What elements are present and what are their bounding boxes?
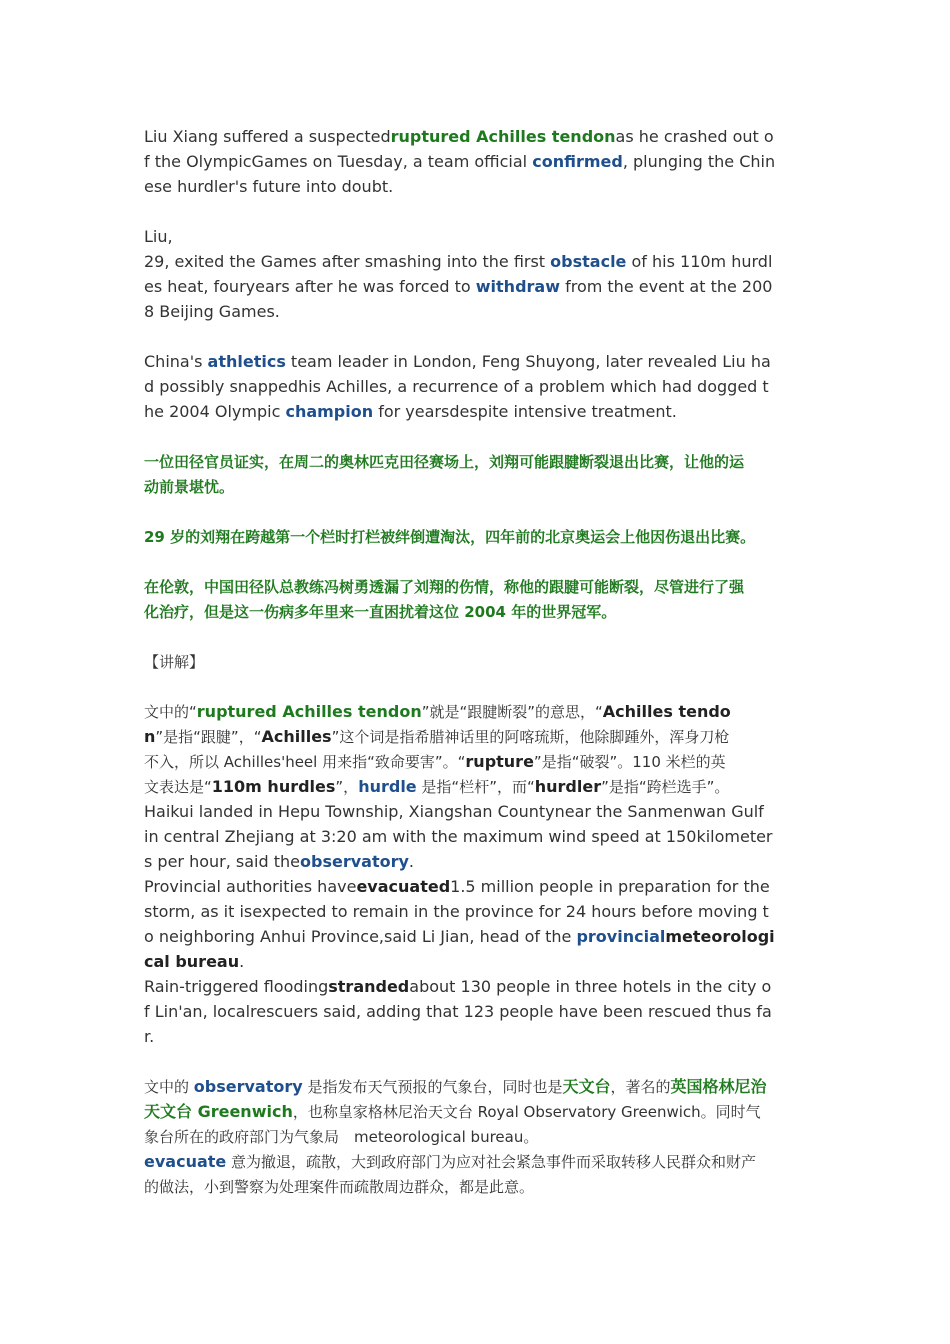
text-run: Provincial authorities have <box>144 877 357 896</box>
text-run: as he crashed out o <box>615 127 774 146</box>
text-run: f the OlympicGames on Tuesday, a team official <box>144 152 533 171</box>
text-line <box>144 174 810 199</box>
text-line <box>144 924 810 949</box>
text-run: d possibly snappedhis Achilles, a recurrence of a problem which had dogged t <box>144 377 769 396</box>
text-line <box>144 749 810 774</box>
chinese-text: ”是指“跟腱”，“ <box>155 728 262 746</box>
text-run: in central Zhejiang at 3:20 am with the maximum wind speed at 150kilometer <box>144 827 773 846</box>
text-line <box>144 1074 810 1099</box>
highlight-blue: evacuate <box>144 1152 227 1171</box>
chinese-text: 不入，所以 Achilles'heel 用来指“致命要害”。“ <box>144 753 466 771</box>
paragraph-gap <box>144 624 810 649</box>
bold-term: meteorologi <box>665 927 775 946</box>
chinese-text: 文表达是“ <box>144 778 212 796</box>
paragraph-gap <box>144 549 810 574</box>
highlight-blue: champion <box>285 402 374 421</box>
text-line <box>144 524 810 549</box>
bold-term: n <box>144 727 156 746</box>
bold-term: stranded <box>328 977 410 996</box>
text-run: for yearsdespite intensive treatment. <box>373 402 677 421</box>
highlight-blue: obstacle <box>550 252 627 271</box>
text-line <box>144 249 810 274</box>
chinese-text: ”就是“跟腱断裂”的意思，“ <box>421 703 603 721</box>
highlight-blue: withdraw <box>475 277 560 296</box>
chinese-highlight: 一位田径官员证实，在周二的奥林匹克田径赛场上，刘翔可能跟腱断裂退出比赛，让他的运 <box>144 453 745 471</box>
text-line <box>144 1124 810 1149</box>
text-run: s per hour, said the <box>144 852 300 871</box>
text-run: . <box>408 852 414 871</box>
text-line <box>144 974 810 999</box>
bold-term: hurdler <box>534 777 602 796</box>
chinese-text: 意为撤退，疏散，大到政府部门为应对社会紧急事件而采取转移人民群众和财产 <box>226 1153 757 1171</box>
text-line <box>144 824 810 849</box>
text-line <box>144 949 810 974</box>
text-line <box>144 274 810 299</box>
text-run: about 130 people in three hotels in the city o <box>409 977 772 996</box>
chinese-text: 文中的“ <box>144 703 197 721</box>
highlight-green: 英国格林尼治 <box>670 1077 767 1096</box>
text-line <box>144 899 810 924</box>
bold-term: Achilles <box>261 727 332 746</box>
text-run: he 2004 Olympic <box>144 402 286 421</box>
chinese-highlight: 在伦敦，中国田径队总教练冯树勇透漏了刘翔的伤情，称他的跟腱可能断裂，尽管进行了强 <box>144 578 745 596</box>
text-line <box>144 224 810 249</box>
text-run: Haikui landed in Hepu Township, Xiangshan Countynear the Sanmenwan Gulf <box>144 802 764 821</box>
chinese-text: ”这个词是指希腊神话里的阿喀琉斯，他除脚踵外，浑身刀枪 <box>331 728 730 746</box>
highlight-blue: observatory <box>300 852 409 871</box>
text-line <box>144 1099 810 1124</box>
paragraph-gap <box>144 199 810 224</box>
text-line <box>144 399 810 424</box>
text-run: r. <box>144 1027 155 1046</box>
text-line <box>144 1149 810 1174</box>
highlight-blue: athletics <box>207 352 286 371</box>
text-line <box>144 574 810 599</box>
highlight-green: ruptured Achilles tendon <box>196 702 422 721</box>
highlight-blue: observatory <box>193 1077 303 1096</box>
text-line <box>144 999 810 1024</box>
chinese-text: ”是指“跨栏选手”。 <box>601 778 730 796</box>
text-run: team leader in London, Feng Shuyong, later revealed Liu ha <box>285 352 771 371</box>
highlight-green: ruptured Achilles tendon <box>390 127 616 146</box>
text-run: ese hurdler's future into doubt. <box>144 177 394 196</box>
text-run: from the event at the 200 <box>560 277 773 296</box>
chinese-text: 【讲解】 <box>144 653 205 671</box>
highlight-blue: confirmed <box>532 152 623 171</box>
chinese-highlight: 29 岁的刘翔在跨越第一个栏时打栏被绊倒遭淘汰，四年前的北京奥运会上他因伤退出比赛。 <box>144 528 756 546</box>
bold-term: 110m hurdles <box>211 777 336 796</box>
chinese-text: 是指“栏杆”，而“ <box>416 778 535 796</box>
paragraph-gap <box>144 674 810 699</box>
highlight-blue: provincial <box>576 927 666 946</box>
text-run: 1.5 million people in preparation for the <box>450 877 770 896</box>
text-run: Liu Xiang suffered a suspected <box>144 127 391 146</box>
text-line <box>144 1024 810 1049</box>
text-run: f Lin'an, localrescuers said, adding that 123 people have been rescued thus fa <box>144 1002 772 1021</box>
chinese-text: ，也称皇家格林尼治天文台 Royal Observatory Greenwich。同时气 <box>292 1103 761 1121</box>
text-run: 29, exited the Games after smashing into the first <box>144 252 551 271</box>
text-line <box>144 299 810 324</box>
highlight-green: 天文台 <box>562 1077 611 1096</box>
chinese-text: ”， <box>335 778 359 796</box>
text-run: Rain-triggered flooding <box>144 977 329 996</box>
bold-term: rupture <box>465 752 534 771</box>
text-run: , plunging the Chin <box>622 152 776 171</box>
text-line <box>144 849 810 874</box>
paragraph-gap <box>144 1049 810 1074</box>
highlight-green: 天文台 Greenwich <box>144 1102 293 1121</box>
text-line <box>144 774 810 799</box>
text-line <box>144 699 810 724</box>
paragraph-gap <box>144 424 810 449</box>
highlight-blue: hurdle <box>358 777 417 796</box>
text-run: China's <box>144 352 208 371</box>
text-run: Liu, <box>144 227 173 246</box>
text-line <box>144 449 810 474</box>
paragraph-gap <box>144 324 810 349</box>
text-line <box>144 374 810 399</box>
chinese-text: 是指发布天气预报的气象台，同时也是 <box>302 1078 563 1096</box>
chinese-text: ”是指“破裂”。110 米栏的英 <box>533 753 726 771</box>
paragraph-gap <box>144 499 810 524</box>
text-line <box>144 349 810 374</box>
text-line <box>144 649 810 674</box>
text-run: storm, as it isexpected to remain in the province for 24 hours before moving t <box>144 902 769 921</box>
text-run: es heat, fouryears after he was forced to <box>144 277 476 296</box>
chinese-highlight: 化治疗，但是这一伤病多年里来一直困扰着这位 2004 年的世界冠军。 <box>144 603 617 621</box>
text-line <box>144 149 810 174</box>
text-line <box>144 474 810 499</box>
text-line <box>144 724 810 749</box>
text-run: of his 110m hurdl <box>626 252 773 271</box>
bold-term: evacuated <box>356 877 451 896</box>
document-body <box>144 124 810 1199</box>
chinese-text: 的做法，小到警察为处理案件而疏散周边群众，都是此意。 <box>144 1178 535 1196</box>
chinese-text: ，著名的 <box>610 1078 671 1096</box>
text-run: o neighboring Anhui Province,said Li Jian, head of the <box>144 927 577 946</box>
text-run: . <box>239 952 245 971</box>
text-line <box>144 1174 810 1199</box>
text-line <box>144 799 810 824</box>
bold-term: Achilles tendo <box>602 702 731 721</box>
text-line <box>144 124 810 149</box>
text-run: 8 Beijing Games. <box>144 302 280 321</box>
text-line <box>144 599 810 624</box>
bold-term: cal bureau <box>144 952 240 971</box>
chinese-text: 象台所在的政府部门为气象局 meteorological bureau。 <box>144 1128 539 1146</box>
chinese-highlight: 动前景堪忧。 <box>144 478 235 496</box>
chinese-text: 文中的 <box>144 1078 194 1096</box>
text-line <box>144 874 810 899</box>
